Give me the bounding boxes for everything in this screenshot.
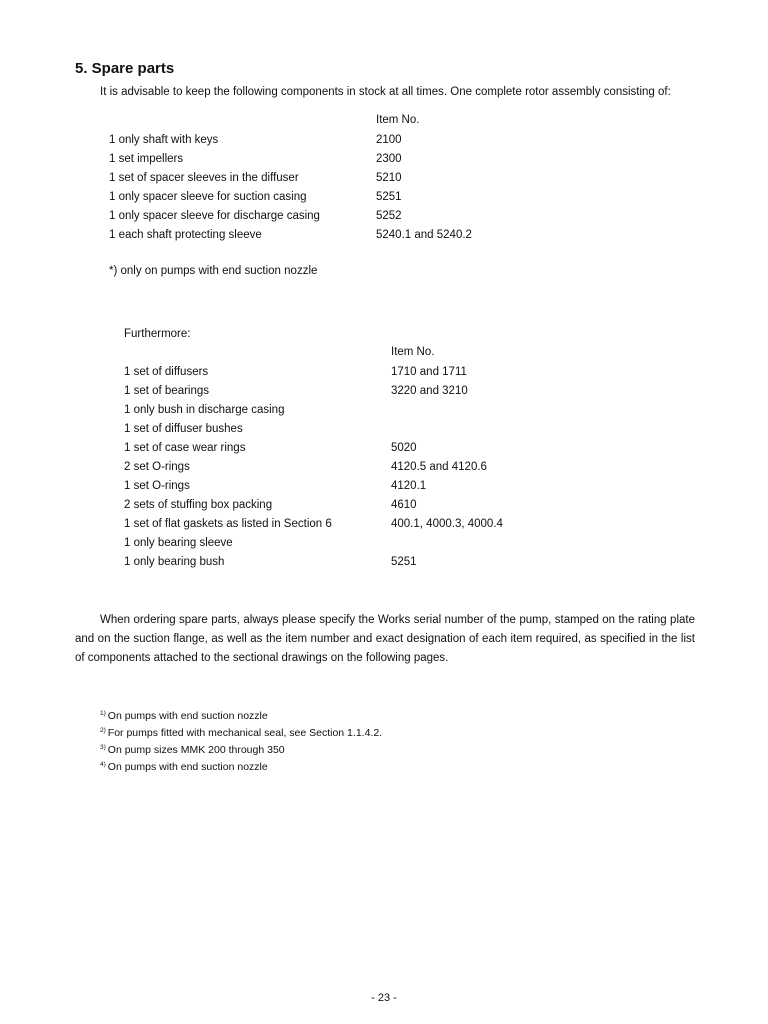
furthermore-row-item-number: 400.1, 4000.3, 4000.4 [391, 518, 503, 530]
furthermore-row [124, 363, 584, 382]
rotor-row-label: 1 set of spacer sleeves in the diffuser [109, 172, 299, 184]
section-heading: 5. Spare parts [75, 60, 175, 77]
rotor-row-item-number: 2300 [376, 153, 402, 165]
footnote-text: On pump sizes MMK 200 through 350 [107, 744, 285, 756]
footnote-mark: 3) [100, 744, 106, 751]
rotor-item-column-header: Item No. [376, 114, 420, 126]
footnote-text: On pumps with end suction nozzle [107, 710, 268, 722]
furthermore-row-item-number: 4610 [391, 499, 417, 511]
furthermore-title: Furthermore: [124, 328, 191, 340]
furthermore-row [124, 477, 584, 496]
furthermore-row-label: 1 set of diffusers [124, 366, 209, 378]
rotor-row [109, 188, 569, 207]
rotor-row [109, 169, 569, 188]
intro-text: It is advisable to keep the following components in stock at all times. One complete rotor assembly consisting of: [100, 86, 671, 98]
furthermore-row-label: 1 set of diffuser bushes [124, 423, 243, 435]
furthermore-row-item-number: 1710 and 1711 [391, 366, 467, 378]
footnote [100, 706, 268, 724]
footnote-mark: 2) [100, 727, 106, 734]
furthermore-row [124, 496, 584, 515]
furthermore-row-item-number: 4120.1 [391, 480, 427, 492]
footnote [100, 740, 285, 758]
furthermore-row-label: 1 set of bearings [124, 385, 210, 397]
furthermore-row [124, 439, 584, 458]
furthermore-row [124, 401, 584, 420]
furthermore-row-item-number: 3220 and 3210 [391, 385, 468, 397]
furthermore-row-label: 1 only bearing sleeve [124, 537, 233, 549]
furthermore-row-label: 1 set of case wear rings [124, 442, 246, 454]
rotor-row-item-number: 5251 [376, 191, 402, 203]
footnote [100, 757, 268, 775]
furthermore-row-label: 1 only bearing bush [124, 556, 225, 568]
rotor-row-item-number: 2100 [376, 134, 402, 146]
rotor-row-item-number: 5252 [376, 210, 402, 222]
rotor-row-label: 1 set impellers [109, 153, 184, 165]
rotor-row-label: 1 each shaft protecting sleeve [109, 229, 262, 241]
furthermore-row [124, 534, 584, 553]
rotor-row-label: 1 only spacer sleeve for suction casing [109, 191, 307, 203]
furthermore-row [124, 420, 584, 439]
furthermore-row-item-number: 5251 [391, 556, 417, 568]
rotor-row [109, 207, 569, 226]
rotor-row-label: 1 only shaft with keys [109, 134, 219, 146]
furthermore-row-label: 2 sets of stuffing box packing [124, 499, 273, 511]
footnote [100, 723, 382, 741]
footnote-text: For pumps fitted with mechanical seal, see Section 1.1.4.2. [107, 727, 383, 739]
furthermore-row-label: 1 set O-rings [124, 480, 190, 492]
rotor-row [109, 226, 569, 245]
footnote-mark: 1) [100, 710, 106, 717]
furthermore-item-column-header: Item No. [391, 346, 435, 358]
furthermore-row [124, 458, 584, 477]
furthermore-row-item-number: 4120.5 and 4120.6 [391, 461, 487, 473]
furthermore-row-label: 1 set of flat gaskets as listed in Section 6 [124, 518, 332, 530]
rotor-row-item-number: 5210 [376, 172, 402, 184]
furthermore-row [124, 553, 584, 572]
footnote-mark: 4) [100, 761, 106, 768]
furthermore-row [124, 382, 584, 401]
ordering-paragraph: When ordering spare parts, always please specify the Works serial number of the pump, stamped on the rating plate and on the suction flange, as well as the item number and exact designation of each item required, as specified in the list of components attached to the sectional drawings on the following pages. [75, 614, 695, 664]
furthermore-row [124, 515, 584, 534]
rotor-row-item-number: 5240.1 and 5240.2 [376, 229, 472, 241]
rotor-row-label: 1 only spacer sleeve for discharge casing [109, 210, 320, 222]
furthermore-row-label: 2 set O-rings [124, 461, 190, 473]
page-number: - 23 - [371, 992, 397, 1004]
rotor-note: *) only on pumps with end suction nozzle [109, 265, 318, 277]
footnote-text: On pumps with end suction nozzle [107, 761, 268, 773]
furthermore-row-item-number: 5020 [391, 442, 417, 454]
furthermore-row-label: 1 only bush in discharge casing [124, 404, 285, 416]
rotor-row [109, 131, 569, 150]
rotor-row [109, 150, 569, 169]
